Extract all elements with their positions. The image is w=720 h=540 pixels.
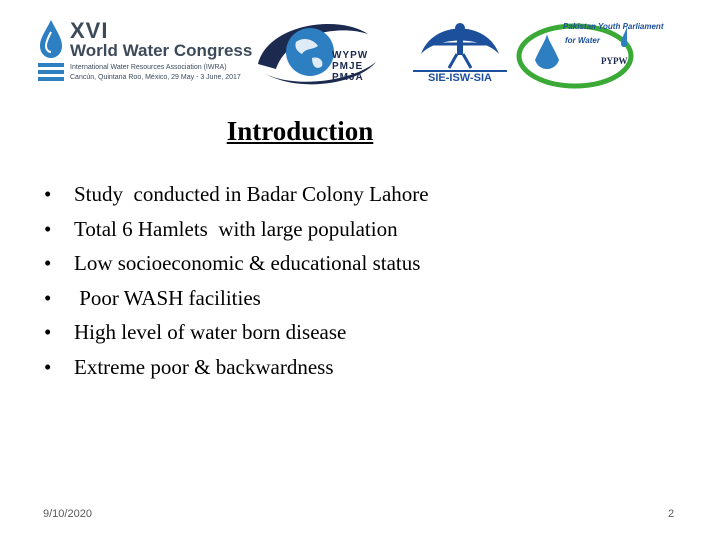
bullet-text: Extreme poor & backwardness bbox=[74, 354, 334, 379]
pypw-subtitle: for Water bbox=[565, 36, 600, 45]
bullet-item bbox=[44, 350, 429, 385]
bullet-marker: • bbox=[44, 320, 52, 344]
bullet-text: Study conducted in Badar Colony Lahore bbox=[74, 182, 429, 206]
bullet-text: Total 6 Hamlets with large population bbox=[74, 216, 398, 241]
pypw-badge: PYPW bbox=[601, 56, 628, 66]
slide-title: Introduction bbox=[226, 116, 374, 146]
pmje-acronym: PMJE bbox=[332, 61, 364, 72]
world-water-congress-logo bbox=[34, 18, 253, 88]
wypw-acronym: WYPW bbox=[332, 50, 369, 61]
bullet-text: High level of water born disease bbox=[74, 320, 347, 344]
congress-location-dates: Cancún, Quintana Roo, México, 29 May - 3 June, 2017 bbox=[70, 74, 241, 81]
water-drop-icon bbox=[34, 18, 68, 88]
bullet-list bbox=[44, 177, 429, 384]
pmja-acronym: PMJA bbox=[332, 72, 364, 83]
bullet-item bbox=[44, 315, 429, 350]
slide-number: 2 bbox=[668, 508, 675, 520]
sie-label: SIE-ISW-SIA bbox=[428, 72, 492, 84]
congress-name: World Water Congress bbox=[70, 41, 253, 60]
bullet-marker: • bbox=[44, 182, 52, 206]
congress-edition: XVI bbox=[70, 18, 109, 43]
bullet-marker: • bbox=[44, 216, 52, 241]
globe-icon bbox=[248, 14, 406, 90]
bullet-text: Poor WASH facilities bbox=[74, 285, 261, 310]
pypw-logo bbox=[515, 16, 664, 90]
bullet-item bbox=[44, 177, 429, 212]
slide-date: 9/10/2020 bbox=[43, 508, 92, 520]
bullet-item bbox=[44, 246, 429, 281]
sie-isw-sia-logo bbox=[413, 14, 507, 90]
bullet-item bbox=[44, 212, 429, 247]
bullet-item bbox=[44, 281, 429, 316]
bullet-text: Low socioeconomic & educational status bbox=[74, 251, 421, 275]
bullet-marker: • bbox=[44, 251, 52, 275]
pypw-name: Pakistan Youth Parliament bbox=[563, 22, 664, 31]
wypw-logo bbox=[248, 14, 406, 90]
congress-organizer: International Water Resources Association (IWRA) bbox=[70, 64, 227, 71]
bullet-marker: • bbox=[44, 285, 52, 310]
bullet-marker: • bbox=[44, 354, 52, 379]
